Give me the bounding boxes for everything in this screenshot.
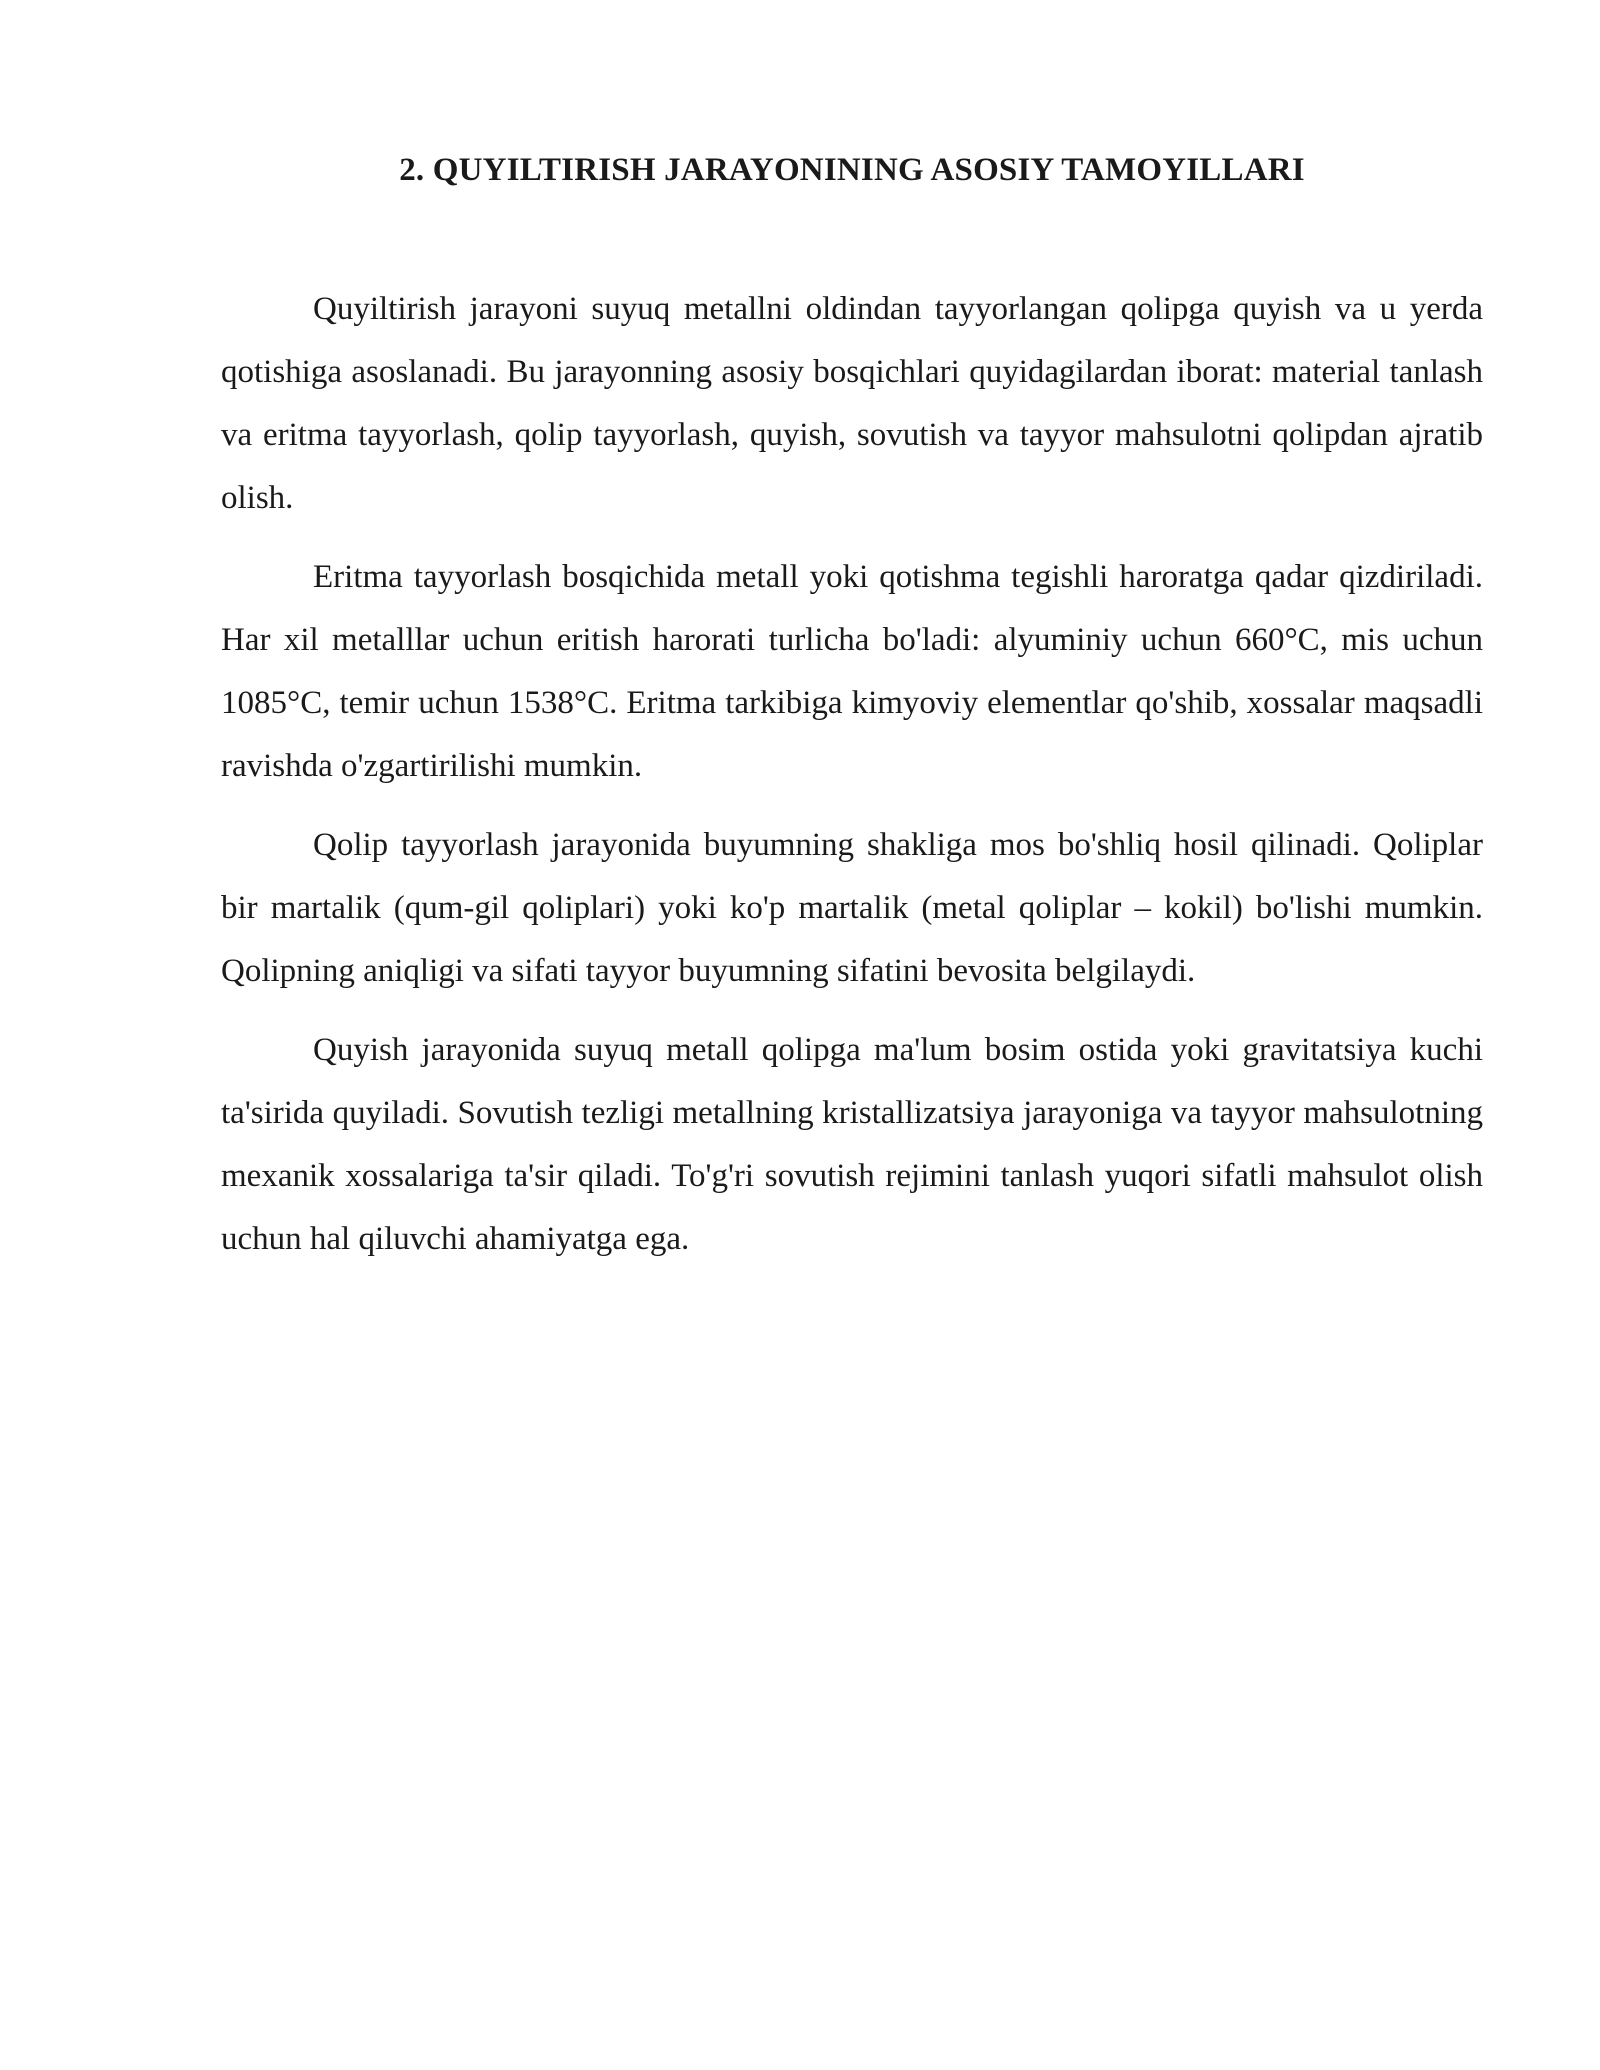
paragraph-3: Qolip tayyorlash jarayonida buyumning shakliga mos bo'shliq hosil qilinadi. Qoliplar bir martalik (qum-gil qoliplari) yoki ko'p martalik (metal qoliplar – kokil) bo'lishi mumkin. Qolipning aniqligi va sifati tayyor buyumning sifatini bevosita belgilaydi.: [221, 827, 1483, 989]
paragraph-4: Quyish jarayonida suyuq metall qolipga ma'lum bosim ostida yoki gravitatsiya kuchi ta'sirida quyiladi. Sovutish tezligi metallning kristallizatsiya jarayoniga va tayyor mahsulotning mexanik xossalariga ta'sir qiladi. To'g'ri sovutish rejimini tanlash yuqori sifatli mahsulot olish uchun hal qiluvchi ahamiyatga ega.: [221, 1032, 1483, 1257]
paragraph-1: Quyiltirish jarayoni suyuq metallni oldindan tayyorlangan qolipga quyish va u yerda qotishiga asoslanadi. Bu jarayonning asosiy bosqichlari quyidagilardan iborat: material tanlash va eritma tayyorlash, qolip tayyorlash, quyish, sovutish va tayyor mahsulotni qolipdan ajratib olish.: [221, 291, 1483, 516]
body-text: [221, 278, 1483, 1271]
section-heading: 2. QUYILTIRISH JARAYONINING ASOSIY TAMOYILLARI: [399, 152, 1305, 188]
paragraph-2: Eritma tayyorlash bosqichida metall yoki qotishma tegishli haroratga qadar qizdiriladi. Har xil metalllar uchun eritish harorati turlicha bo'ladi: alyuminiy uchun 660°C, mis uchun 1085°C, temir uchun 1538°C. Eritma tarkibiga kimyoviy elementlar qo'shib, xossalar maqsadli ravishda o'zgartirilishi mumkin.: [221, 559, 1483, 784]
